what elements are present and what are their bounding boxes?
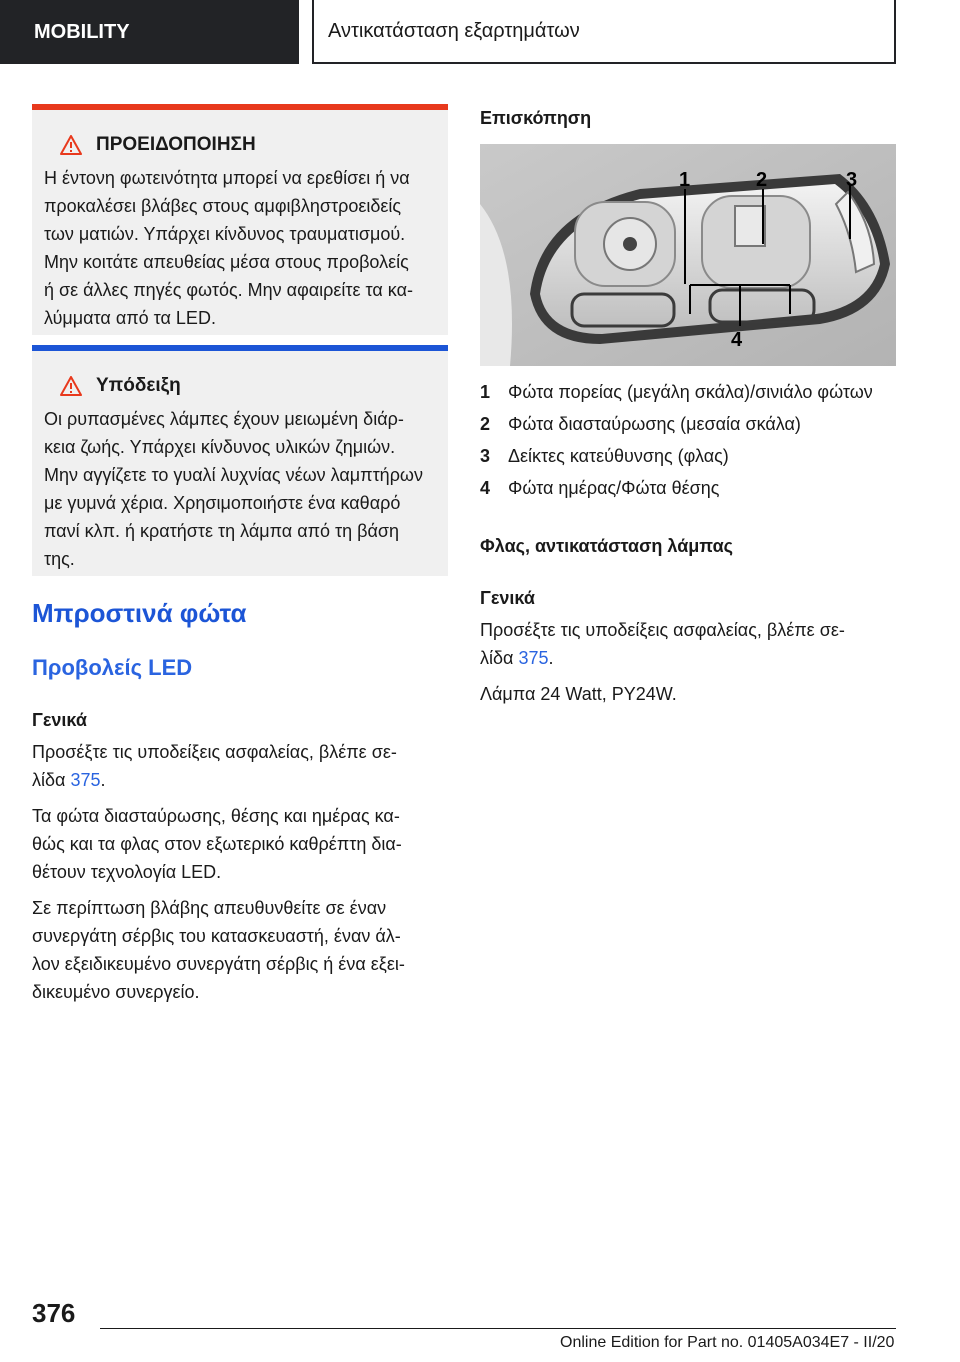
footer-rule — [100, 1328, 896, 1329]
front-lights-heading: Μπροστινά φώτα — [32, 598, 247, 628]
turn-signal-heading: Φλας, αντικατάσταση λάμπας — [480, 536, 734, 556]
header-section-tab — [0, 0, 299, 64]
front-safety-ref: Προσέξτε τις υποδείξεις ασφαλείας, βλέπε σε- λίδα 375. — [32, 742, 397, 790]
legend-item: 2 Φώτα διασταύρωσης (μεσαία σκάλα) — [480, 414, 801, 434]
warning-box — [32, 104, 448, 335]
notice-text: Οι ρυπασμένες λάμπες έχουν μειωμένη διάρ- κεια ζωής. Υπάρχει κίνδυνος υλικών ζημιών. Μην αγγίζετε το γυαλί λυχνίας νέων λαμπτήρων με γυμνά χέρια. Χρησιμοποιήστε ένα καθαρό πανί κλπ. ή κρατήστε τη λάμπα από τη βάση της. — [44, 409, 423, 569]
header-chapter-box — [312, 0, 896, 64]
turn-safety-ref: Προσέξτε τις υποδείξεις ασφαλείας, βλέπε σε- λίδα 375. — [480, 620, 845, 668]
headlight-diagram — [480, 144, 896, 366]
edition-info: Online Edition for Part no. 01405A034E7 - II/20 — [560, 1334, 895, 1351]
warning-text: Η έντονη φωτεινότητα μπορεί να ερεθίσει ή να προκαλέσει βλάβες στους αμφιβληστροειδείς των ματιών. Υπάρχει κίνδυνος τραυματισμού. Μην κοιτάτε απευθείας μέσα στους προβολείς ή σε άλλες πηγές φωτός. Μην αφαιρείτε τα κα- λύμματα από τα LED. — [44, 168, 413, 328]
notice-box — [32, 345, 448, 576]
notice-title: Υπόδειξη — [96, 375, 181, 396]
led-headlights-subheading: Προβολείς LED — [32, 655, 193, 680]
lamp-spec: Λάμπα 24 Watt, PY24W. — [480, 684, 677, 704]
overview-legend — [480, 376, 910, 504]
notice-title-row — [60, 375, 436, 397]
front-general-heading: Γενικά — [32, 710, 87, 730]
callout-2: 2 — [756, 169, 768, 191]
legend-item: 3 Δείκτες κατεύθυνσης (φλας) — [480, 446, 729, 466]
legend-item: 1 Φώτα πορείας (μεγάλη σκάλα)/σινιάλο φώτων — [480, 382, 873, 402]
headlight-illustration — [480, 144, 896, 366]
front-safety-page-link[interactable]: 375 — [70, 770, 101, 790]
notice-triangle-icon — [60, 376, 82, 396]
front-lights-body — [32, 706, 452, 1006]
header-section-label: MOBILITY — [34, 20, 130, 43]
front-led-paragraph: Τα φώτα διασταύρωσης, θέσης και ημέρας κα- θώς και τα φλας στον εξωτερικό καθρέπτη δια- θέτουν τεχνολογία LED. — [32, 806, 402, 882]
header-chapter-label: Αντικατάσταση εξαρτημάτων — [328, 19, 580, 42]
turn-signal-section — [480, 532, 900, 708]
callout-1: 1 — [679, 169, 691, 191]
overview-heading: Επισκόπηση — [480, 108, 592, 128]
callout-4: 4 — [731, 329, 743, 351]
front-service-paragraph: Σε περίπτωση βλάβης απευθυνθείτε σε έναν συνεργάτη σέρβις του κατασκευαστή, έναν άλ- λον εξειδικευμένο συνεργάτη σέρβις ή ένα εξει- δικευμένο συνεργείο. — [32, 898, 405, 1002]
page-number: 376 — [32, 1298, 76, 1328]
turn-general-heading: Γενικά — [480, 588, 535, 608]
warning-title: ΠΡΟΕΙΔΟΠΟΙΗΣΗ — [96, 134, 256, 155]
warning-title-row — [60, 134, 436, 156]
turn-safety-page-link[interactable]: 375 — [518, 648, 549, 668]
warning-triangle-icon — [60, 135, 82, 155]
legend-item: 4 Φώτα ημέρας/Φώτα θέσης — [480, 478, 720, 498]
callout-3: 3 — [846, 169, 858, 191]
